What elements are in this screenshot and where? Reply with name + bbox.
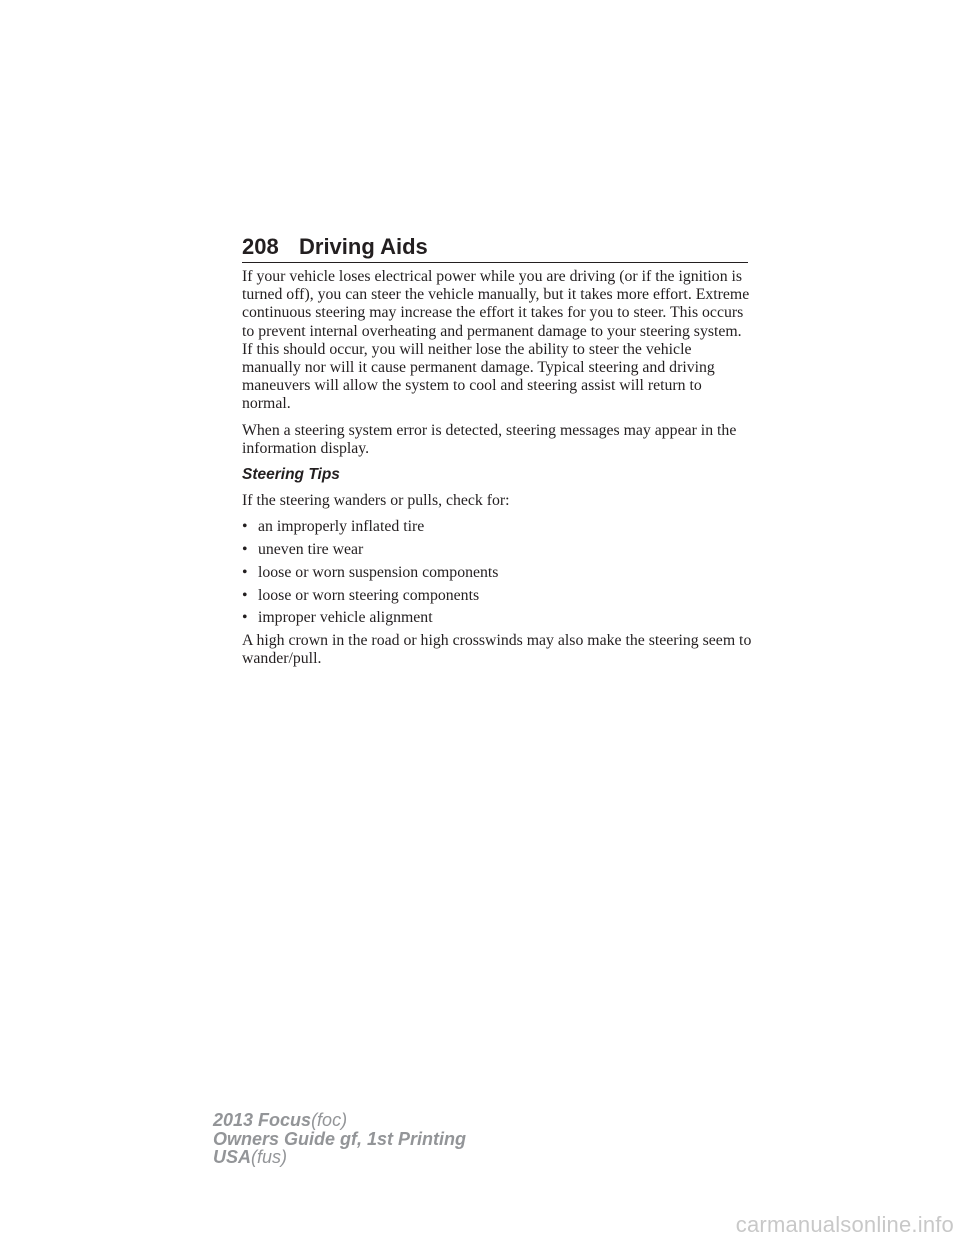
footer-printing: Owners Guide gf, 1st Printing — [213, 1128, 467, 1149]
bullet-icon: • — [242, 541, 248, 559]
footer-market: USA — [213, 1147, 252, 1167]
footer-market-code: (fus) — [251, 1147, 288, 1167]
list-item-text: uneven tire wear — [258, 541, 364, 559]
list-item — [242, 541, 752, 559]
list-item-text: improper vehicle alignment — [258, 609, 433, 627]
list-item-text: loose or worn suspension components — [258, 563, 499, 581]
body-paragraph-crosswind: A high crown in the road or high crosswinds may also make the steering seem to wander/pull. — [242, 632, 752, 668]
steering-tips-list — [242, 518, 752, 627]
footer-model-code: (foc) — [311, 1110, 348, 1130]
list-item — [242, 518, 752, 536]
bullet-icon: • — [242, 586, 248, 604]
bullet-icon: • — [242, 609, 248, 627]
body-paragraph-power-loss: If your vehicle loses electrical power while you are driving (or if the ignition is turned off), you can steer the vehicle manually, but it takes more effort. Extreme continuous steering may increase the effort it takes for you to steer. This occurs to prevent internal overheating and permanent damage to your steering system. If this should occur, you will neither lose the ability to steer the vehicle manually nor will it cause permanent damage. Typical steering and driving maneuvers will allow the system to cool and steering assist will return to normal. — [242, 268, 750, 413]
page-content — [242, 268, 752, 677]
list-item-text: an improperly inflated tire — [258, 518, 425, 536]
watermark: carmanualsonline.info — [735, 1212, 954, 1237]
list-item — [242, 564, 752, 582]
list-item — [242, 609, 752, 627]
steering-tips-heading: Steering Tips — [242, 466, 340, 484]
body-paragraph-error: When a steering system error is detected, steering messages may appear in the information display. — [242, 421, 737, 457]
footer-model: 2013 Focus — [213, 1110, 312, 1130]
section-title: Driving Aids — [299, 234, 428, 259]
list-item — [242, 587, 752, 605]
print-footer — [213, 1111, 466, 1167]
bullet-icon: • — [242, 518, 248, 536]
page-number: 208 — [242, 234, 279, 259]
list-item-text: loose or worn steering components — [258, 586, 480, 604]
steering-tips-intro: If the steering wanders or pulls, check for: — [242, 492, 510, 510]
page-header — [242, 232, 748, 263]
bullet-icon: • — [242, 563, 248, 581]
footer-line-model — [213, 1111, 466, 1130]
footer-line-market — [213, 1148, 466, 1167]
